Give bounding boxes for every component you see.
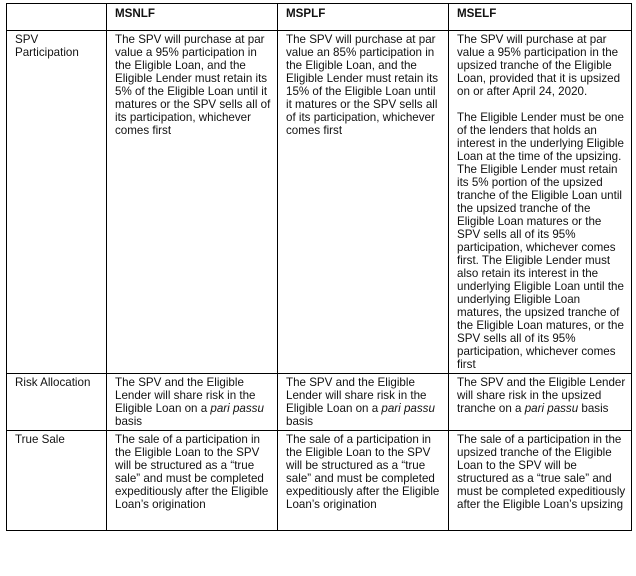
- cell-mself-spv: [449, 31, 632, 374]
- cell-msplf-risk: [278, 374, 449, 431]
- row-label-true-sale: [7, 431, 107, 531]
- header-row: [7, 4, 632, 31]
- header-msnlf: MSNLF: [107, 4, 278, 31]
- cell-italic-text: pari passu: [381, 402, 435, 415]
- cell-paragraph-2: The Eligible Lender must be one of the lenders that holds an interest in the underlying Eligible Loan at the time of the upsizing. The Eligible Lender must retain its 5% portion of the upsized tranche of the Eligible Loan until the upsized tranche of the Eligible Loan matures or the SPV sells all of its 95% participation, whichever comes first. The Eligible Lender must also retain its interest in the underlying Eligible Loan until the underlying Eligible Loan matures, the upsized tranche of the Eligible Loan matures, or the SPV sells all of its 95% participation, whichever comes first: [457, 111, 624, 371]
- cell-paragraph-1: The SPV will purchase at par value a 95% participation in the upsized tranche of the Eligible Loan, provided that it is upsized on or after April 24, 2020.: [457, 33, 621, 98]
- row-label-spv-participation: [7, 31, 107, 374]
- cell-text: basis: [286, 415, 314, 428]
- row-label-risk-allocation: [7, 374, 107, 431]
- cell-text: The sale of a participation in the upsized tranche of the Eligible Loan to the SPV will be structured as a “true sale” and must be completed expeditiously after the Eligible Loan’s upsizing: [457, 433, 626, 511]
- cell-msnlf-true-sale: [107, 431, 278, 531]
- cell-text: basis: [115, 415, 143, 428]
- cell-text: The SPV and the Eligible Lender will share risk in the upsized tranche on a: [457, 376, 626, 415]
- row-label-text: Risk Allocation: [15, 376, 91, 389]
- cell-mself-true-sale: [449, 431, 632, 531]
- row-label-text: SPV Participation: [15, 33, 79, 59]
- cell-text: basis: [578, 402, 609, 415]
- cell-text: The SPV will purchase at par value a 95% participation in the Eligible Loan, and the Eligible Lender must retain its 5% of the Eligible Loan until it matures or the SPV sells all of its participation, whichever comes first: [115, 33, 271, 137]
- table-row-spv-participation: [7, 31, 632, 374]
- cell-msplf-spv: [278, 31, 449, 374]
- table-row-true-sale: [7, 431, 632, 531]
- header-mself: MSELF: [449, 4, 632, 31]
- header-blank: [7, 4, 107, 31]
- cell-italic-text: pari passu: [524, 402, 579, 415]
- table-row-risk-allocation: [7, 374, 632, 431]
- cell-msplf-true-sale: [278, 431, 449, 531]
- cell-text: The sale of a participation in the Eligible Loan to the SPV will be structured as a “true sale” and must be completed expeditiously after the Eligible Loan’s origination: [115, 433, 269, 511]
- cell-msnlf-spv: [107, 31, 278, 374]
- cell-text: The SPV will purchase at par value an 85% participation in the Eligible Loan, and the Eligible Lender must retain its 15% of the Eligible Loan until it matures or the SPV sells all of its participation, whichever comes first: [286, 33, 439, 137]
- cell-italic-text: pari passu: [210, 402, 264, 415]
- header-msplf: MSPLF: [278, 4, 449, 31]
- cell-mself-risk: [449, 374, 632, 431]
- cell-text: The SPV and the Eligible Lender will share risk in the Eligible Loan on a: [286, 376, 427, 415]
- row-label-text: True Sale: [15, 433, 65, 446]
- comparison-table: [6, 3, 632, 531]
- cell-msnlf-risk: [107, 374, 278, 431]
- cell-text: The sale of a participation in the Eligible Loan to the SPV will be structured as a “true sale” and must be completed expeditiously after the Eligible Loan’s origination: [286, 433, 440, 511]
- cell-text: The SPV and the Eligible Lender will share risk in the Eligible Loan on a: [115, 376, 256, 415]
